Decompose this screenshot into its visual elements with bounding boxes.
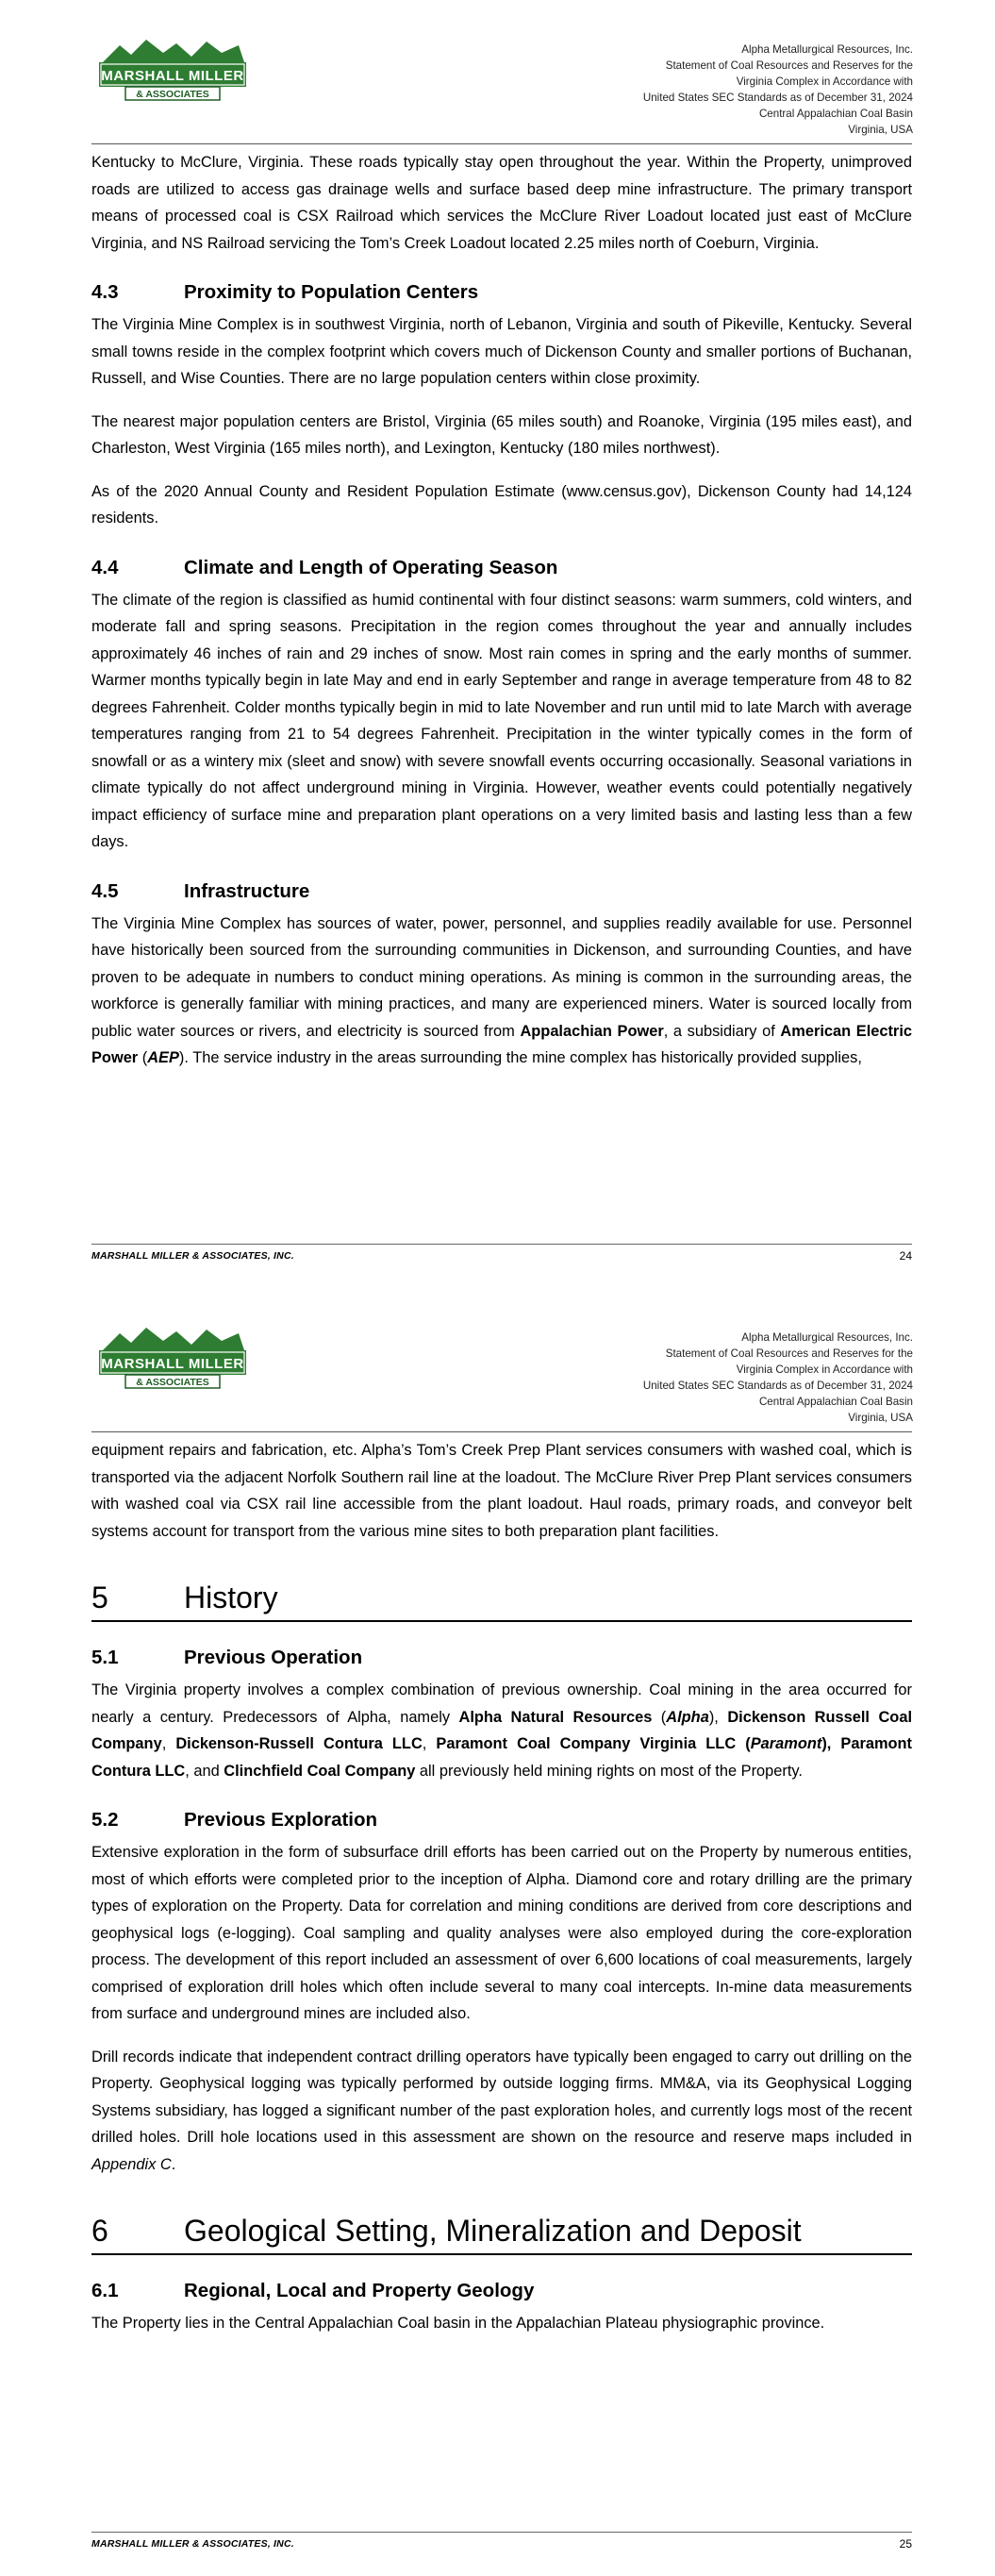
chapter-number: 6 bbox=[91, 2214, 108, 2248]
text-run-bold: ), bbox=[821, 1735, 841, 1752]
header-text bbox=[643, 1330, 913, 1426]
page-header bbox=[0, 0, 995, 142]
text-run-bold-italic: AEP bbox=[147, 1049, 179, 1066]
chapter-heading bbox=[91, 1577, 912, 1622]
text-run-bold-italic: Paramont bbox=[750, 1735, 822, 1752]
svg-text:& ASSOCIATES: & ASSOCIATES bbox=[136, 1377, 209, 1388]
header-line: Virginia Complex in Accordance with bbox=[736, 1363, 913, 1376]
footer-company: MARSHALL MILLER & ASSOCIATES, INC. bbox=[91, 2538, 294, 2550]
text-run: , bbox=[422, 1735, 437, 1752]
svg-text:& ASSOCIATES: & ASSOCIATES bbox=[136, 89, 209, 100]
text-run-bold: Dickenson Russell Coal Company bbox=[91, 1708, 912, 1752]
header-line: Virginia, USA bbox=[848, 1412, 913, 1424]
section-title: Previous Operation bbox=[184, 1647, 363, 1668]
header-line: Virginia Complex in Accordance with bbox=[736, 75, 913, 88]
chapter-heading bbox=[91, 2210, 912, 2255]
text-run: , a subsidiary of bbox=[663, 1022, 781, 1040]
svg-text:MARSHALL MILLER: MARSHALL MILLER bbox=[101, 68, 244, 84]
header-line: United States SEC Standards as of December 31, 2024 bbox=[642, 1380, 913, 1392]
header-line: Alpha Metallurgical Resources, Inc. bbox=[741, 43, 913, 56]
header-line: Statement of Coal Resources and Reserves for the bbox=[665, 59, 913, 72]
section-title: Regional, Local and Property Geology bbox=[184, 2280, 535, 2301]
paragraph: The Virginia Mine Complex is in southwest Virginia, north of Lebanon, Virginia and south of Pikeville, Kentucky. Several small towns reside in the complex footprint which covers much of Dickenson County and smaller portions of Buchanan, Russell, and Wise Counties. There are no large population centers within close proximity. bbox=[91, 316, 912, 387]
page-footer bbox=[91, 1244, 912, 1269]
paragraph: Extensive exploration in the form of subsurface drill efforts has been carried out on the Property by numerous entities, most of which efforts were completed prior to the inception of Alpha. Diamond core and rotary drilling are the primary types of exploration on the Property. Data for correlation and mining conditions are derived from core descriptions and geophysical logs (e-logging). Coal sampling and quality analyses were also employed during the core-exploration process. The development of this report included an assessment of over 6,600 locations of coal measurements, largely comprised of exploration drill holes which often include several to many coal intercepts. In-mine data measurements from surface and underground mines are included also. bbox=[91, 1844, 912, 2022]
text-run-bold: Paramont Coal Company Virginia LLC bbox=[436, 1735, 737, 1752]
section-number: 6.1 bbox=[91, 2280, 119, 2301]
header-line: Central Appalachian Coal Basin bbox=[758, 108, 913, 120]
header-line: Central Appalachian Coal Basin bbox=[758, 1396, 913, 1408]
footer-company: MARSHALL MILLER & ASSOCIATES, INC. bbox=[91, 1250, 294, 1262]
text-run-bold: Dickenson-Russell Contura LLC bbox=[175, 1735, 423, 1752]
text-run-bold: American Electric Power bbox=[91, 1022, 912, 1066]
section-number: 4.4 bbox=[91, 556, 119, 578]
chapter-number: 5 bbox=[91, 1581, 108, 1614]
text-run: all previously held mining rights on most of the Property. bbox=[415, 1762, 803, 1780]
paragraph bbox=[91, 1677, 912, 1784]
paragraph: Kentucky to McClure, Virginia. These roads typically stay open throughout the year. Within the Property, unimproved roads are utilized to access gas drainage wells and surface based deep mine infrastructure. The primary transport means of processed coal is CSX Railroad which services the McClure River Loadout located just east of McClure Virginia, and NS Railroad servicing the Tom’s Creek Loadout located 2.25 miles north of Coeburn, Virginia. bbox=[91, 154, 912, 252]
text-run: , bbox=[161, 1735, 176, 1752]
section-number: 4.5 bbox=[91, 879, 119, 902]
paragraph bbox=[91, 911, 912, 1072]
section-heading bbox=[91, 1645, 912, 1671]
page-body bbox=[91, 149, 912, 1088]
paragraph: The climate of the region is classified as humid continental with four distinct seasons: warm summers, cold winters, and moderate fall and spring seasons. Precipitation in the region comes throughout the year and annually includes approximately 46 inches of rain and 29 inches of snow. Most rain comes in spring and the early months of summer. Warmer months typically begin in late May and end in early September and range in average temperature from 48 to 82 degrees Fahrenheit. Colder months typically begin in mid to late November and run until mid to late March with average temperatures ranging from 21 to 54 degrees Fahrenheit. Precipitation in the winter typically comes in the form of snowfall or as a wintery mix (sleet and snow) with severe snowfall events occurring occasionally. Seasonal variations in climate typically do not affect underground mining in Virginia. However, weather events could potentially negatively impact efficiency of surface mine and preparation plant operations on a very limited basis and lasting less than a few days. bbox=[91, 591, 912, 850]
text-run-bold: Appalachian Power bbox=[520, 1022, 664, 1040]
paragraph: The Property lies in the Central Appalachian Coal basin in the Appalachian Plateau physiographic province. bbox=[91, 2315, 825, 2332]
text-run: ), bbox=[708, 1708, 728, 1726]
header-line: Alpha Metallurgical Resources, Inc. bbox=[741, 1331, 913, 1344]
text-run-bold: Clinchfield Coal Company bbox=[224, 1762, 416, 1780]
text-run: The Virginia property involves a complex combination of previous ownership. Coal mining in the area occurred for nearly a century. Predecessors of Alpha, namely bbox=[91, 1681, 912, 1726]
section-heading bbox=[91, 2278, 912, 2304]
header-rule bbox=[91, 1431, 912, 1432]
marshall-miller-logo bbox=[97, 1322, 248, 1392]
section-number: 5.2 bbox=[91, 1809, 119, 1831]
text-run: ( bbox=[652, 1708, 667, 1726]
section-heading bbox=[91, 279, 912, 306]
header-line: Statement of Coal Resources and Reserves for the bbox=[665, 1347, 913, 1360]
page-footer bbox=[91, 2532, 912, 2557]
page-header bbox=[0, 1288, 995, 1430]
section-heading bbox=[91, 1807, 912, 1833]
text-run: Drill records indicate that independent contract drilling operators have typically been engaged to carry out drilling on the Property. Geophysical logging was typically performed by outside logging firms. MM&A, via its Geophysical Logging Systems subsidiary, has logged a significant number of the past exploration holes, and currently logs most of the recent drilled holes. Drill hole locations used in this assessment are shown on the resource and reserve maps included in bbox=[91, 2048, 912, 2146]
marshall-miller-logo bbox=[97, 34, 248, 104]
text-run-bold: ( bbox=[736, 1735, 751, 1752]
header-line: Virginia, USA bbox=[848, 124, 913, 136]
section-heading bbox=[91, 878, 912, 905]
page-body bbox=[91, 1437, 912, 2353]
text-run: ( bbox=[138, 1049, 148, 1066]
text-run-italic: Appendix C bbox=[91, 2155, 172, 2173]
header-text bbox=[643, 42, 913, 138]
page-number: 24 bbox=[899, 1249, 912, 1263]
section-heading bbox=[91, 555, 912, 581]
paragraph: equipment repairs and fabrication, etc. Alpha’s Tom’s Creek Prep Plant services consumers with washed coal, which is transported via the adjacent Norfolk Southern rail line at the loadout. The McClure River Prep Plant services consumers with washed coal via CSX rail line accessible from the plant loadout. Haul roads, primary roads, and conveyor belt systems account for transport from the various mine sites to both preparation plant facilities. bbox=[91, 1442, 912, 1540]
chapter-title: History bbox=[184, 1581, 278, 1614]
text-run: , and bbox=[185, 1762, 224, 1780]
page-25 bbox=[0, 1288, 995, 2576]
section-title: Proximity to Population Centers bbox=[184, 281, 479, 303]
text-run: . bbox=[171, 2155, 176, 2173]
paragraph: As of the 2020 Annual County and Resident Population Estimate (www.census.gov), Dickenson County had 14,124 residents. bbox=[91, 482, 912, 527]
page-number: 25 bbox=[899, 2537, 912, 2551]
header-line: United States SEC Standards as of December 31, 2024 bbox=[642, 92, 913, 104]
paragraph: The nearest major population centers are Bristol, Virginia (65 miles south) and Roanoke, Virginia (195 miles east), and Charleston, West Virginia (165 miles north), and Lexington, Kentucky (180 miles northwest). bbox=[91, 412, 912, 457]
text-run-bold-italic: Alpha bbox=[666, 1708, 709, 1726]
text-run-bold: Alpha Natural Resources bbox=[458, 1708, 653, 1726]
text-run: The Virginia Mine Complex has sources of water, power, personnel, and supplies readily available for use. Personnel have historically been sourced from the surrounding communities in Dickenson, and surrounding Counties, and have proven to be adequate in numbers to conduct mining operations. As mining is common in the surrounding areas, the workforce is generally familiar with mining practices, and many are experienced miners. Water is sourced locally from public water sources or rivers, and electricity is sourced from bbox=[91, 914, 912, 1040]
section-title: Infrastructure bbox=[184, 879, 310, 902]
section-title: Previous Exploration bbox=[184, 1809, 378, 1831]
text-run: ). The service industry in the areas surrounding the mine complex has historically provided supplies, bbox=[178, 1049, 862, 1066]
text-run-bold: Paramont Contura LLC bbox=[91, 1735, 913, 1780]
section-number: 5.1 bbox=[91, 1647, 119, 1668]
paragraph bbox=[91, 2044, 912, 2179]
chapter-title: Geological Setting, Mineralization and Deposit bbox=[184, 2214, 802, 2248]
section-title: Climate and Length of Operating Season bbox=[184, 556, 558, 578]
header-rule bbox=[91, 143, 912, 144]
section-number: 4.3 bbox=[91, 281, 119, 303]
svg-text:MARSHALL MILLER: MARSHALL MILLER bbox=[101, 1356, 244, 1372]
